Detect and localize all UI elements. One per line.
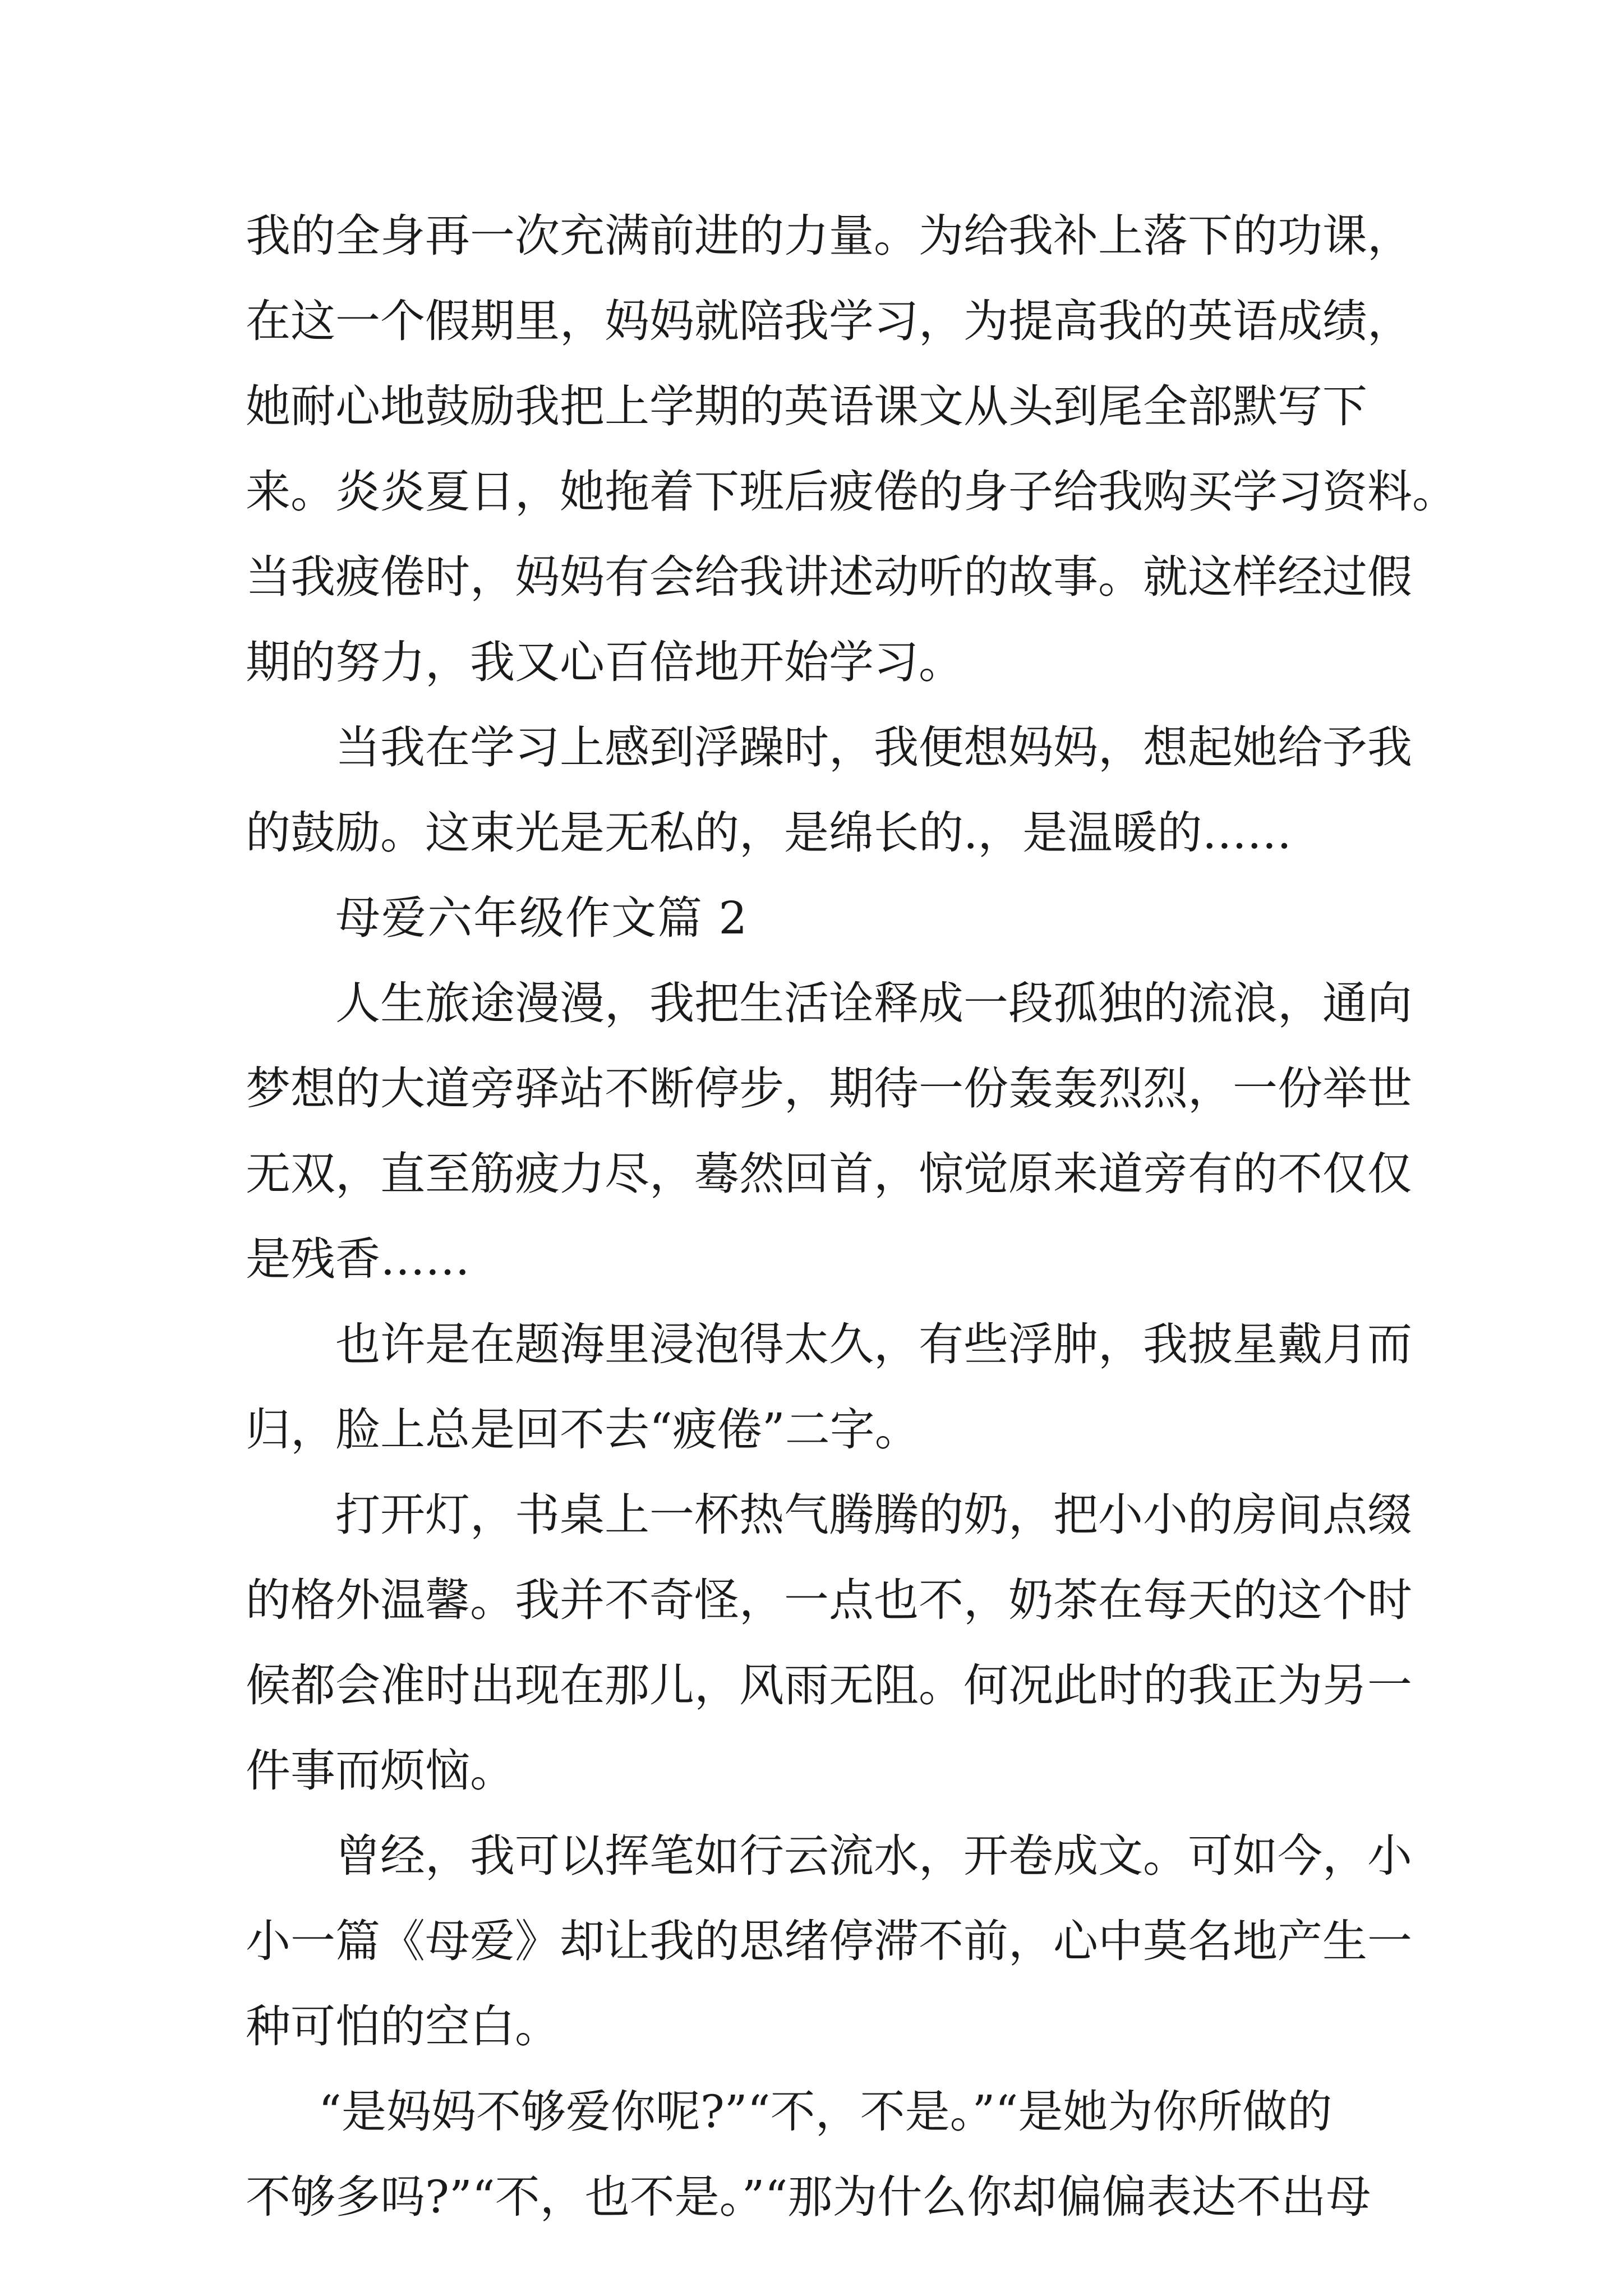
text-line: 打开灯，书桌上一杯热气腾腾的奶，把小小的房间点缀 <box>335 1489 1412 1541</box>
paragraph-continuation <box>246 194 1457 705</box>
text-line: 我的全身再一次充满前进的力量。为给我补上落下的功课， <box>246 210 1412 262</box>
text-line: 的格外温馨。我并不奇怪，一点也不，奶茶在每天的这个时 <box>246 1574 1412 1626</box>
text-line: 的鼓励。这束光是无私的，是绵长的.，是温暖的…… <box>246 807 1292 859</box>
paragraph <box>246 2069 1384 2240</box>
paragraph <box>246 705 1412 876</box>
paragraph <box>246 961 1412 1302</box>
text-line: 她耐心地鼓励我把上学期的英语课文从头到尾全部默写下 <box>246 380 1367 432</box>
text-line: 候都会准时出现在那儿，风雨无阻。何况此时的我正为另一 <box>246 1659 1412 1711</box>
paragraph <box>246 1302 1412 1473</box>
section-title: 母爱六年级作文篇 2 <box>335 892 749 944</box>
text-line: 小一篇《母爱》却让我的思绪停滞不前，心中莫名地产生一 <box>246 1915 1412 1967</box>
text-line: 不够多吗?”“不，也不是。”“那为什么你却偏偏表达不出母 <box>246 2171 1371 2223</box>
text-line: 曾经，我可以挥笔如行云流水，开卷成文。可如今，小 <box>335 1830 1412 1882</box>
text-line: 梦想的大道旁驿站不断停步，期待一份轰轰烈烈，一份举世 <box>246 1062 1412 1115</box>
paragraph <box>246 1814 1412 2069</box>
text-line: 无双，直至筋疲力尽，蓦然回首，惊觉原来道旁有的不仅仅 <box>246 1148 1412 1200</box>
document-body <box>246 194 1457 2240</box>
text-line: 是残香…… <box>246 1233 470 1285</box>
text-line: 人生旅途漫漫，我把生活诠释成一段孤独的流浪，通向 <box>335 977 1412 1029</box>
text-line: “是妈妈不够爱你呢?”“不，不是。”“是她为你所做的 <box>319 2086 1332 2138</box>
text-line: 当我在学习上感到浮躁时，我便想妈妈，想起她给予我 <box>335 721 1412 774</box>
text-line: 当我疲倦时，妈妈有会给我讲述动听的故事。就这样经过假 <box>246 551 1412 603</box>
text-line: 归，脸上总是回不去“疲倦”二字。 <box>246 1404 920 1456</box>
section-heading <box>246 876 1384 961</box>
text-line: 件事而烦恼。 <box>246 1745 515 1797</box>
paragraph <box>246 1473 1412 1814</box>
text-line: 也许是在题海里浸泡得太久，有些浮肿，我披星戴月而 <box>335 1318 1412 1370</box>
text-line: 来。炎炎夏日，她拖着下班后疲倦的身子给我购买学习资料。 <box>246 466 1457 518</box>
text-line: 期的努力，我又心百倍地开始学习。 <box>246 636 963 688</box>
text-line: 种可怕的空白。 <box>246 2000 560 2053</box>
text-line: 在这一个假期里，妈妈就陪我学习，为提高我的英语成绩， <box>246 295 1412 347</box>
